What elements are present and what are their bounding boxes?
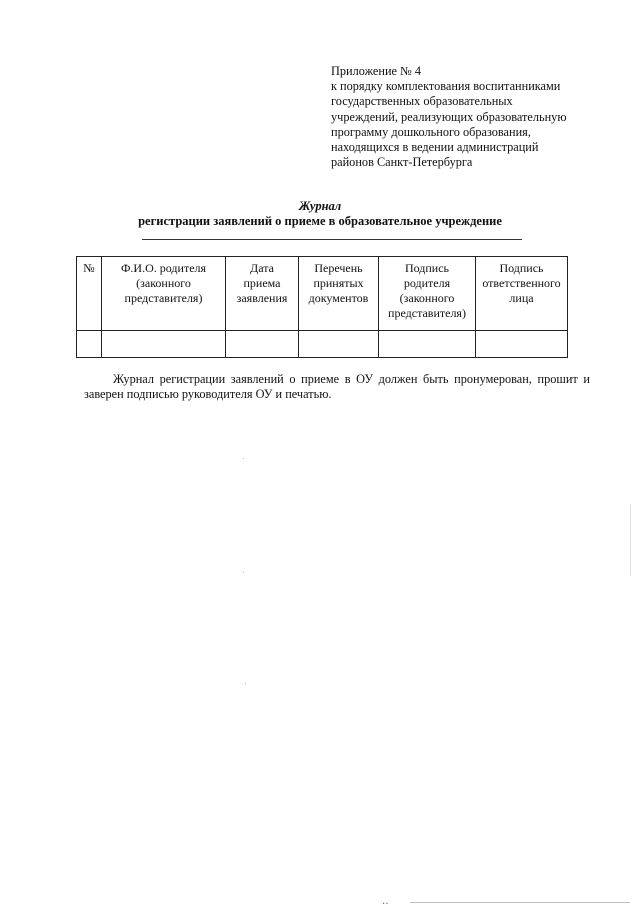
- header-text: (законного: [399, 291, 455, 305]
- appendix-line: учреждений, реализующих образовательную: [331, 109, 567, 124]
- table-cell: [379, 331, 476, 358]
- title-journal: Журнал: [298, 199, 342, 213]
- header-text: (законного: [136, 276, 191, 290]
- scan-edge-mark: [630, 505, 631, 575]
- header-text: заявления: [236, 291, 288, 305]
- header-parent-name: [102, 257, 226, 331]
- header-text: приема: [243, 276, 281, 290]
- appendix-line: Приложение № 4: [331, 64, 422, 78]
- header-text: Подпись: [404, 261, 450, 275]
- note-paragraph: Журнал регистрации заявлений о приеме в ОУ должен быть пронумерован, прошит и заверен подписью руководителя ОУ и печатью.: [84, 372, 590, 401]
- scan-speck: [243, 572, 244, 573]
- appendix-header: [331, 64, 631, 170]
- header-text: Ф.И.О. родителя: [120, 261, 207, 275]
- header-date: [226, 257, 299, 331]
- header-text: №: [83, 261, 95, 275]
- table-cell: [77, 331, 102, 358]
- table-cell: [299, 331, 379, 358]
- header-text: лица: [509, 291, 534, 305]
- journal-table: [76, 256, 568, 358]
- header-text: Перечень: [314, 261, 363, 275]
- header-text: документов: [308, 291, 369, 305]
- footer-mark: ··: [382, 899, 389, 910]
- table-row: [77, 331, 568, 358]
- title-divider: [142, 239, 522, 240]
- header-responsible-signature: [476, 257, 568, 331]
- appendix-line: районов Санкт-Петербурга: [331, 155, 473, 170]
- header-number: [77, 257, 102, 331]
- appendix-line: к порядку комплектования воспитанниками: [331, 79, 561, 94]
- table-cell: [476, 331, 568, 358]
- scan-speck: [245, 683, 246, 684]
- header-text: представителя): [124, 291, 203, 305]
- header-text: представителя): [388, 306, 466, 320]
- document-title: [0, 199, 640, 229]
- header-text: принятых: [313, 276, 364, 290]
- scan-speck: [243, 458, 244, 459]
- appendix-line: программу дошкольного образования,: [331, 124, 531, 139]
- table-header-row: [77, 257, 568, 331]
- header-text: Подпись: [499, 261, 544, 275]
- header-text: родителя: [403, 276, 451, 290]
- table-cell: [226, 331, 299, 358]
- header-documents: [299, 257, 379, 331]
- header-text: ответственного: [482, 276, 561, 290]
- header-text: Дата: [250, 261, 274, 275]
- footer-line: [410, 902, 630, 903]
- appendix-line: государственных образовательных: [331, 94, 513, 109]
- table-cell: [102, 331, 226, 358]
- header-parent-signature: [379, 257, 476, 331]
- appendix-line: находящихся в ведении администраций: [331, 140, 539, 155]
- title-subtitle: регистрации заявлений о приеме в образовательное учреждение: [138, 214, 502, 228]
